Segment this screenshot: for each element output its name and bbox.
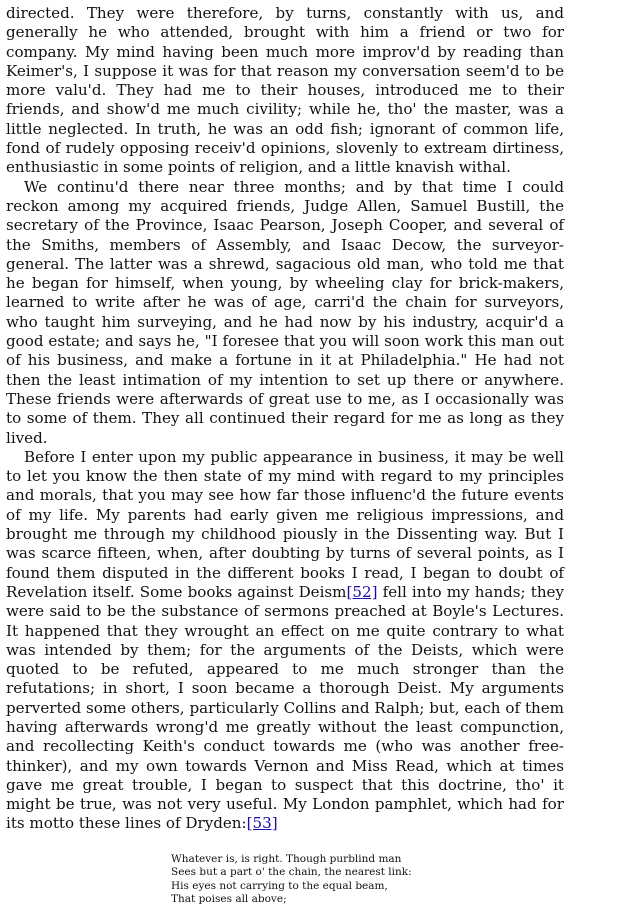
paragraph-3-part-2: fell into my hands; they were said to be the substance of sermons preached at Boyle's Lectures. It happened that they wrought an effect on me quite contrary to what was intended by them; for the arguments of the Deists, which were quoted to be refuted, appeared to me much stronger than the refutations; in short, I soon became a thorough Deist. My arguments perverted some others, particularly Collins and Ralph; but, each of them having afterwards wrong'd me greatly without the least compunction, and recollecting Keith's conduct towards me (who was another free-thinker), and my own towards Vernon and Miss Read, which at times gave me great trouble, I began to suspect that this doctrine, tho' it might be true, was not very useful. My London pamphlet, which had for its motto these lines of Dryden: <box>6 582 565 833</box>
poem-line-2: Sees but a part o' the chain, the nearest link: <box>171 866 412 879</box>
poem-line-1: Whatever is, is right. Though purblind man <box>171 852 402 865</box>
paragraph-3 <box>6 448 564 834</box>
paragraph-1: directed. They were therefore, by turns, constantly with us, and generally he who attended, brought with him a friend or two for company. My mind having been much more improv'd by reading than Keimer's, I suppose it was for that reason my conversation seem'd to be more valu'd. They had me to their houses, introduced me to their friends, and show'd me much civility; while he, tho' the master, was a little neglected. In truth, he was an odd fish; ignorant of common life, fond of rudely opposing receiv'd opinions, slovenly to extream dirtiness, enthusiastic in some points of religion, and a little knavish withal. <box>6 4 564 177</box>
paragraph-2: We continu'd there near three months; and by that time I could reckon among my acquired friends, Judge Allen, Samuel Bustill, the secretary of the Province, Isaac Pearson, Joseph Cooper, and several of the Smiths, members of Assembly, and Isaac Decow, the surveyor-general. The latter was a shrewd, sagacious old man, who told me that he began for himself, when young, by wheeling clay for brick-makers, learned to write after he was of age, carri'd the chain for surveyors, who taught him surveying, and he had now by his industry, acquir'd a good estate; and says he, "I foresee that you will soon work this man out of his business, and make a fortune in it at Philadelphia." He had not then the least intimation of my intention to set up there or anywhere. These friends were afterwards of great use to me, as I occasionally was to some of them. They all continued their regard for me as long as they lived. <box>6 177 564 447</box>
footnote-link-53[interactable]: [53] <box>246 814 278 833</box>
poem-line-4: That poises all above; <box>171 892 287 905</box>
paragraph-3-part-1: Before I enter upon my public appearance in business, it may be well to let you know the then state of my mind with regard to my principles and morals, that you may see how far those influenc'd the future events of my life. My parents had early given me religious impressions, and brought me through my childhood piously in the Dissenting way. But I was scarce fifteen, when, after doubting by turns of several points, as I found them disputed in the different books I read, I began to doubt of Revelation itself. Some books against Deism <box>6 447 564 601</box>
poem-line-3: His eyes not carrying to the equal beam, <box>171 879 388 892</box>
poem-quote <box>171 853 564 906</box>
footnote-link-52[interactable]: [52] <box>346 582 378 601</box>
